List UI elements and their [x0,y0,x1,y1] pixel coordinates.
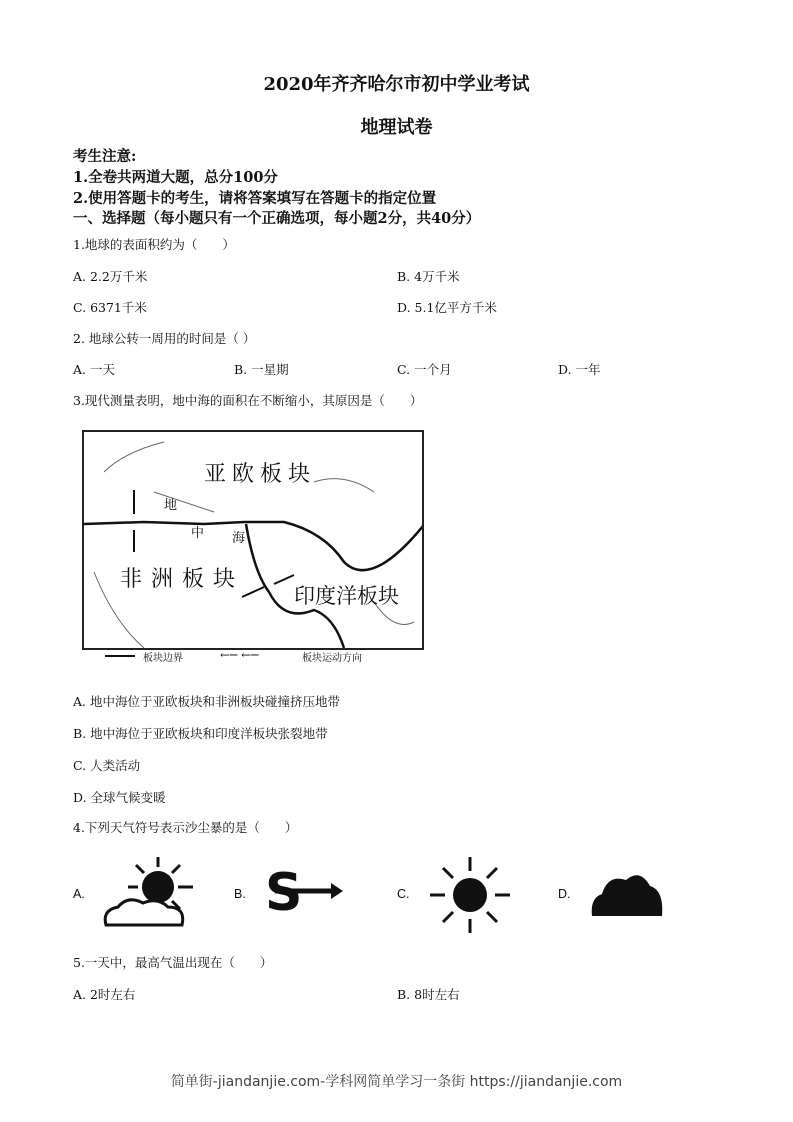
legend-boundary-line [105,655,135,657]
sandstorm-icon [265,865,345,915]
exam-title: 2020年齐齐哈尔市初中学业考试 [263,74,530,95]
option: A. 2时左右 [73,987,136,1002]
question-stem: 5.一天中，最高气温出现在（ ） [73,955,273,970]
map-label-sea: 海 [232,531,246,546]
option: C. [397,887,410,901]
footer-watermark: 简单街-jiandanjie.com-学科网简单学习一条街 https://jiandanjie.com [170,1074,623,1090]
option: A. 地中海位于亚欧板块和非洲板块碰撞挤压地带 [73,694,340,709]
notes-heading: 考生注意: [73,148,137,165]
map-label-african: 非洲板块 [120,567,245,592]
option: B. 4万千米 [397,269,460,284]
sun-cloud-icon [98,855,198,935]
note-item: 2.使用答题卡的考生，请将答案填写在答题卡的指定位置 [73,190,437,207]
option: D. 5.1亿平方千米 [397,300,497,315]
option: D. 全球气候变暖 [73,790,166,805]
option: D. 一年 [558,362,601,377]
option: B. [234,887,246,901]
section-heading: 一、选择题（每小题只有一个正确选项，每小题2分，共40分） [73,210,481,227]
cloud-icon [590,868,665,918]
option: C. 一个月 [397,362,452,377]
map-label-indian: 印度洋板块 [294,584,399,608]
legend-movement: 板块运动方向 [302,653,362,664]
option: B. 地中海位于亚欧板块和印度洋板块张裂地带 [73,726,328,741]
option: C. 人类活动 [73,758,141,773]
svg-text:S: S [265,865,303,915]
option: C. 6371千米 [73,300,147,315]
map-label-sea: 地 [164,498,178,513]
map-label-eurasian: 亚欧板块 [204,462,317,487]
question-stem: 2. 地球公转一周用的时间是（ ） [73,331,256,346]
option: A. [73,887,85,901]
option: A. 2.2万千米 [73,269,148,284]
option: D. [558,887,571,901]
legend-boundary: 板块边界 [143,653,183,664]
map-label-sea: 中 [191,526,205,541]
option: B. 一星期 [234,362,289,377]
option: A. 一天 [73,362,115,377]
note-item: 1.全卷共两道大题，总分100分 [73,169,278,186]
question-stem: 1.地球的表面积约为（ ） [73,237,235,252]
exam-subtitle: 地理试卷 [360,117,433,138]
sun-icon [425,855,515,935]
plate-map [82,430,424,650]
question-stem: 4.下列天气符号表示沙尘暴的是（ ） [73,820,298,835]
option: B. 8时左右 [397,987,460,1002]
question-stem: 3.现代测量表明，地中海的面积在不断缩小，其原因是（ ） [73,393,423,408]
legend-arrow-icon: ←─ ←─ [220,648,259,662]
